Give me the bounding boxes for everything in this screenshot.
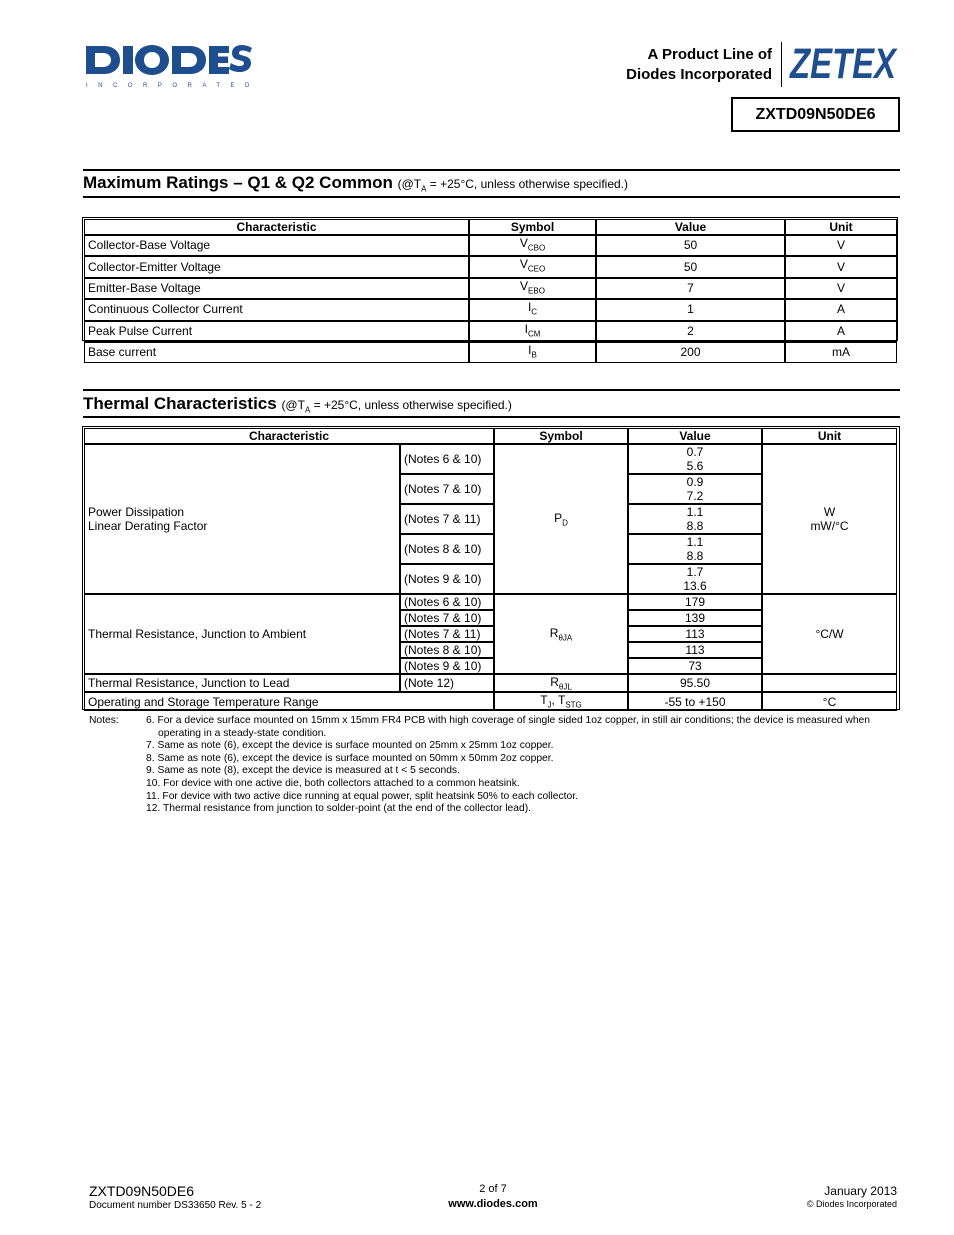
temp-characteristic: Operating and Storage Temperature Range — [84, 692, 494, 710]
pd-value: 0.9 7.2 — [628, 474, 762, 504]
rja-note: (Notes 7 & 10) — [400, 610, 494, 626]
table-row — [84, 256, 897, 277]
note-item: 10. For device with one active die, both collectors attached to a common heatsink. — [146, 777, 520, 789]
characteristic-cell: Collector-Emitter Voltage — [84, 256, 469, 277]
characteristic-cell: Emitter-Base Voltage — [84, 278, 469, 299]
diodes-logo-mark — [86, 45, 252, 75]
max-ratings-condition: ($@T_A = +25^\circ C$, unless otherwise specified.) — [397, 177, 629, 194]
col-header-characteristic: Characteristic — [84, 219, 469, 235]
svg-text:INCORPORATED: INCORPORATED — [86, 83, 260, 89]
temp-value: -55 to +150 — [628, 692, 762, 710]
footer-page-number: 2 of 7 — [479, 1183, 507, 1195]
value-cell: 200 — [596, 342, 785, 363]
rja-note: (Notes 7 & 11) — [400, 626, 494, 642]
symbol-cell: $V_{CBO}$ — [469, 235, 596, 256]
col-header-symbol: Symbol — [494, 428, 628, 444]
rja-unit-cell: °C/W — [762, 594, 897, 674]
pd-note: (Notes 7 & 11) — [400, 504, 494, 534]
zetex-logo — [788, 40, 900, 88]
table-row — [84, 321, 897, 342]
diodes-logo — [84, 42, 260, 90]
table-row — [84, 278, 897, 299]
footer-website-link[interactable]: www.diodes.com — [448, 1198, 538, 1210]
value-cell: 2 — [596, 321, 785, 342]
pd-value: 1.7 13.6 — [628, 564, 762, 594]
symbol-cell: $I_C$ — [469, 299, 596, 320]
table-row — [84, 692, 897, 710]
temp-symbol: $T_J$, $T_{STG}$ — [494, 692, 628, 710]
rja-value: 113 — [628, 642, 762, 658]
value-cell: 50 — [596, 256, 785, 277]
table-row — [84, 342, 897, 363]
svg-text:ZETEX: ZETEX — [788, 40, 898, 88]
pd-note: (Notes 6 & 10) — [400, 444, 494, 474]
col-header-value: Value — [596, 219, 785, 235]
section-rule-bottom — [83, 416, 900, 418]
thermal-heading — [83, 394, 512, 414]
rja-note: (Notes 9 & 10) — [400, 658, 494, 674]
rja-value: 139 — [628, 610, 762, 626]
characteristic-cell: Continuous Collector Current — [84, 299, 469, 320]
symbol-cell: $I_{CM}$ — [469, 321, 596, 342]
unit-cell: V — [785, 235, 897, 256]
rjl-value: 95.50 — [628, 674, 762, 692]
footer-date: January 2013 — [824, 1184, 897, 1198]
rja-symbol-cell: $R_{\theta JA}$ — [494, 594, 628, 674]
max-ratings-heading — [83, 173, 628, 193]
pd-value: 0.7 5.6 — [628, 444, 762, 474]
col-header-symbol: Symbol — [469, 219, 596, 235]
part-number-box: ZXTD09N50DE6 — [731, 97, 900, 132]
product-line-text — [552, 45, 772, 85]
footer-part-number: ZXTD09N50DE6 — [89, 1183, 195, 1199]
section-rule-top — [83, 389, 900, 391]
section-rule-bottom — [83, 196, 900, 198]
thermal-table — [84, 428, 897, 711]
table-header-row — [84, 219, 897, 235]
note-item: 6. For a device surface mounted on 15mm x 15mm FR4 PCB with high coverage of single sided 1oz copper, in still air conditions; the device is measured when operating in a steady-state condition. — [146, 715, 871, 739]
unit-cell: A — [785, 321, 897, 342]
symbol-cell: $V_{EBO}$ — [469, 278, 596, 299]
table-row — [84, 235, 897, 256]
col-header-unit: Unit — [762, 428, 897, 444]
rjl-symbol: $R_{\theta JL}$ — [494, 674, 628, 692]
rja-note: (Notes 8 & 10) — [400, 642, 494, 658]
rja-value: 73 — [628, 658, 762, 674]
value-cell: 1 — [596, 299, 785, 320]
table-row — [84, 594, 897, 610]
note-item: 9. Same as note (8), except the device is measured at t < 5 seconds. — [146, 765, 460, 777]
characteristic-cell: Collector-Base Voltage — [84, 235, 469, 256]
product-line-1: A Product Line of — [647, 46, 772, 63]
symbol-cell: $I_B$ — [469, 342, 596, 363]
unit-cell: V — [785, 256, 897, 277]
pd-unit-cell: W mW/°C — [762, 444, 897, 594]
rja-value: 113 — [628, 626, 762, 642]
pd-symbol-cell: $P_D$ — [494, 444, 628, 594]
pd-value: 1.1 8.8 — [628, 504, 762, 534]
pd-value: 1.1 8.8 — [628, 534, 762, 564]
rja-value: 179 — [628, 594, 762, 610]
notes-label: Notes: — [89, 715, 119, 726]
thermal-title: Thermal Characteristics — [83, 394, 277, 413]
rjl-note: (Note 12) — [400, 674, 494, 692]
note-item: 8. Same as note (6), except the device is surface mounted on 50mm x 50mm 2oz copper. — [146, 752, 554, 764]
product-line-2: Diodes Incorporated — [626, 66, 772, 83]
unit-cell: V — [785, 278, 897, 299]
max-ratings-table — [84, 219, 897, 363]
pd-char-2: Linear Derating Factor — [88, 519, 208, 533]
pd-note: (Notes 7 & 10) — [400, 474, 494, 504]
temp-unit: °C — [762, 692, 897, 710]
header-divider — [781, 42, 782, 87]
value-cell: 50 — [596, 235, 785, 256]
unit-cell: A — [785, 299, 897, 320]
pd-note: (Notes 8 & 10) — [400, 534, 494, 564]
table-row — [84, 299, 897, 320]
pd-note: (Notes 9 & 10) — [400, 564, 494, 594]
note-item: 7. Same as note (6), except the device is surface mounted on 25mm x 25mm 1oz copper. — [146, 740, 554, 752]
pd-characteristic-cell — [84, 444, 400, 594]
symbol-cell: $V_{CEO}$ — [469, 256, 596, 277]
rjl-characteristic: Thermal Resistance, Junction to Lead — [84, 674, 400, 692]
value-cell: 7 — [596, 278, 785, 299]
col-header-unit: Unit — [785, 219, 897, 235]
pd-char-1: Power Dissipation — [88, 505, 185, 519]
col-header-value: Value — [628, 428, 762, 444]
rja-characteristic-cell: Thermal Resistance, Junction to Ambient — [84, 594, 400, 674]
thermal-condition: ($@T_A = +25^\circ C$, unless otherwise specified.) — [281, 398, 512, 415]
rjl-unit — [762, 674, 897, 692]
table-row — [84, 674, 897, 692]
unit-cell: mA — [785, 342, 897, 363]
rja-note: (Notes 6 & 10) — [400, 594, 494, 610]
characteristic-cell: Peak Pulse Current — [84, 321, 469, 342]
max-ratings-title: Maximum Ratings – Q1 & Q2 Common — [83, 173, 393, 192]
note-item: 11. For device with two active dice running at equal power, split heatsink 50% to each collector. — [146, 790, 578, 802]
section-rule-top — [83, 169, 900, 171]
note-item: 12. Thermal resistance from junction to solder-point (at the end of the collector lead). — [146, 803, 531, 815]
characteristic-cell: Base current — [84, 342, 469, 363]
footer-document-number: Document number DS33650 Rev. 5 - 2 — [89, 1200, 262, 1211]
table-header-row — [84, 428, 897, 444]
table-row — [84, 444, 897, 474]
col-header-characteristic: Characteristic — [84, 428, 494, 444]
notes-list — [146, 715, 906, 816]
footer-copyright: © Diodes Incorporated — [806, 1199, 897, 1209]
